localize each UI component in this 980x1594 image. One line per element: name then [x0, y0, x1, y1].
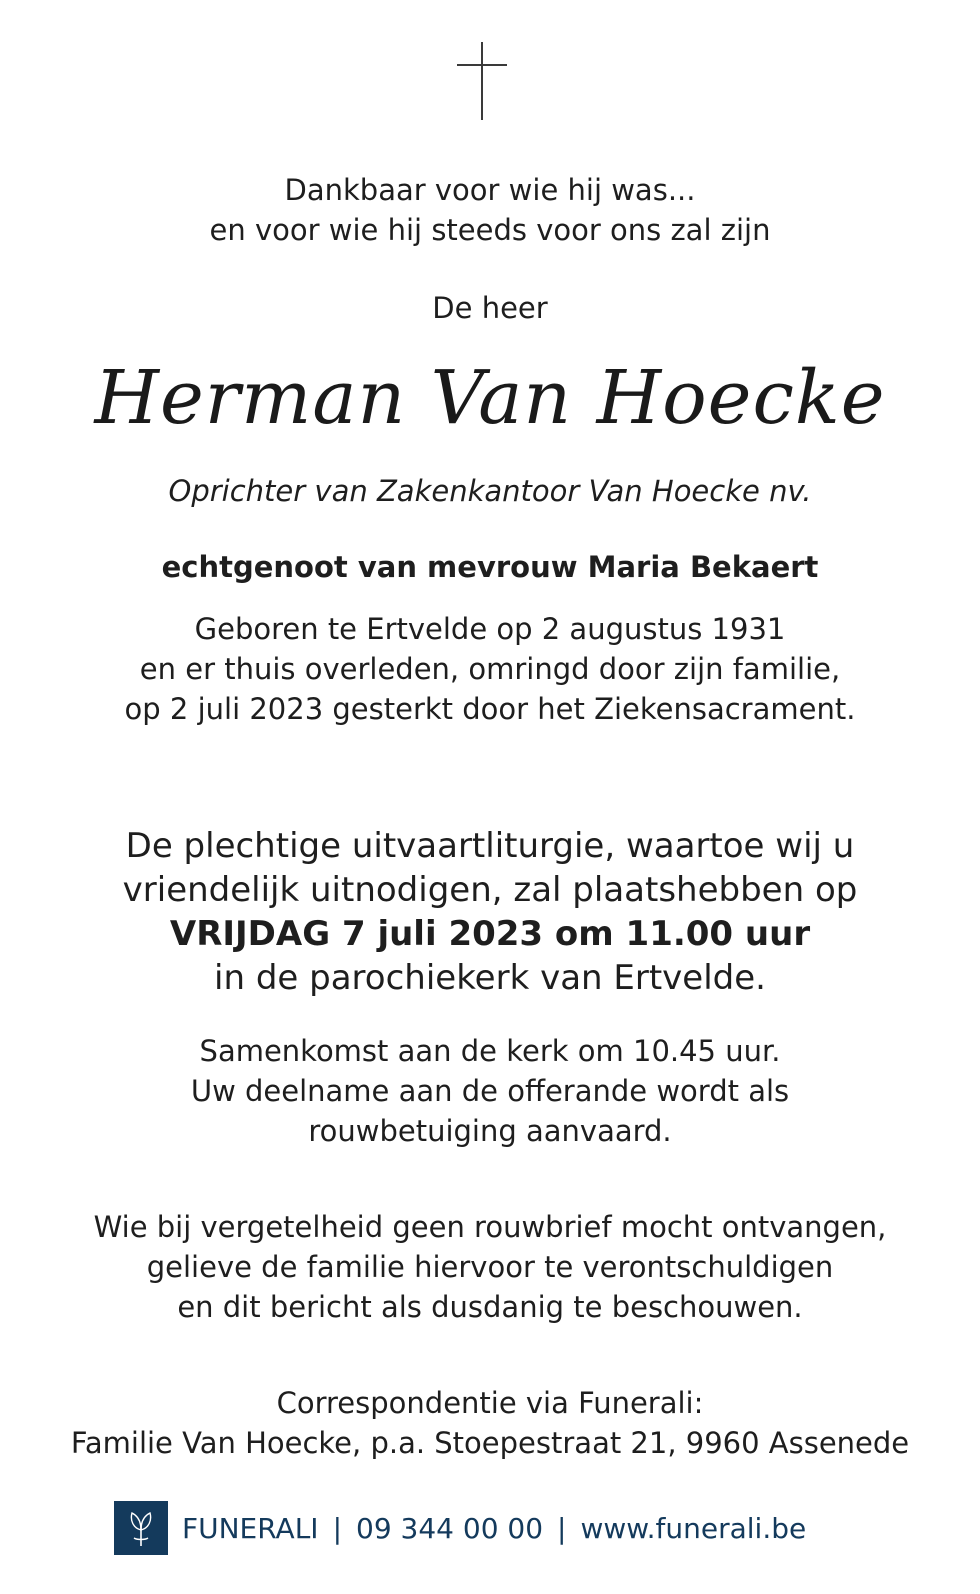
- gathering-line-1: Samenkomst aan de kerk om 10.45 uur.: [199, 1034, 781, 1068]
- notice-line-2: gelieve de familie hiervoor te verontschuldigen: [146, 1250, 834, 1284]
- birth-line-1: Geboren te Ertvelde op 2 augustus 1931: [194, 612, 786, 646]
- correspondence-line-1: Correspondentie via Funerali:: [276, 1386, 704, 1420]
- phone-number[interactable]: 09 344 00 00: [356, 1511, 544, 1545]
- leaf-sprout-icon: [123, 1508, 159, 1548]
- spouse-line: echtgenoot van mevrouw Maria Bekaert: [161, 550, 819, 584]
- verse-line-1: Dankbaar voor wie hij was...: [284, 173, 696, 207]
- website-link[interactable]: www.funerali.be: [580, 1511, 807, 1545]
- birth-line-2: en er thuis overleden, omringd door zijn familie,: [139, 652, 841, 686]
- funeral-line-4: in de parochiekerk van Ertvelde.: [214, 958, 766, 998]
- separator: |: [332, 1511, 343, 1545]
- funerali-logo: [114, 1501, 168, 1555]
- deceased-title: Oprichter van Zakenkantoor Van Hoecke nv.: [168, 474, 812, 508]
- salutation: De heer: [432, 291, 548, 325]
- verse-line-2: en voor wie hij steeds voor ons zal zijn: [209, 213, 771, 247]
- gathering-line-2: Uw deelname aan de offerande wordt als: [190, 1074, 790, 1108]
- birth-line-3: op 2 juli 2023 gesterkt door het Ziekensacrament.: [124, 692, 856, 726]
- notice-line-1: Wie bij vergetelheid geen rouwbrief mocht ontvangen,: [93, 1210, 887, 1244]
- funeral-date-time: VRIJDAG 7 juli 2023 om 11.00 uur: [169, 914, 811, 954]
- funeral-line-1: De plechtige uitvaartliturgie, waartoe wij u: [125, 826, 855, 866]
- separator: |: [557, 1511, 567, 1545]
- cross-icon: [457, 42, 507, 120]
- gathering-line-3: rouwbetuiging aanvaard.: [308, 1114, 672, 1148]
- funeral-line-2: vriendelijk uitnodigen, zal plaatshebben op: [122, 870, 858, 910]
- funerali-footer: [114, 1500, 806, 1556]
- notice-line-3: en dit bericht als dusdanig te beschouwen.: [177, 1290, 803, 1324]
- deceased-name: Herman Van Hoecke: [94, 355, 886, 441]
- correspondence-address: Familie Van Hoecke, p.a. Stoepestraat 21, 9960 Assenede: [70, 1426, 910, 1460]
- brand-name: FUNERALI: [182, 1511, 319, 1545]
